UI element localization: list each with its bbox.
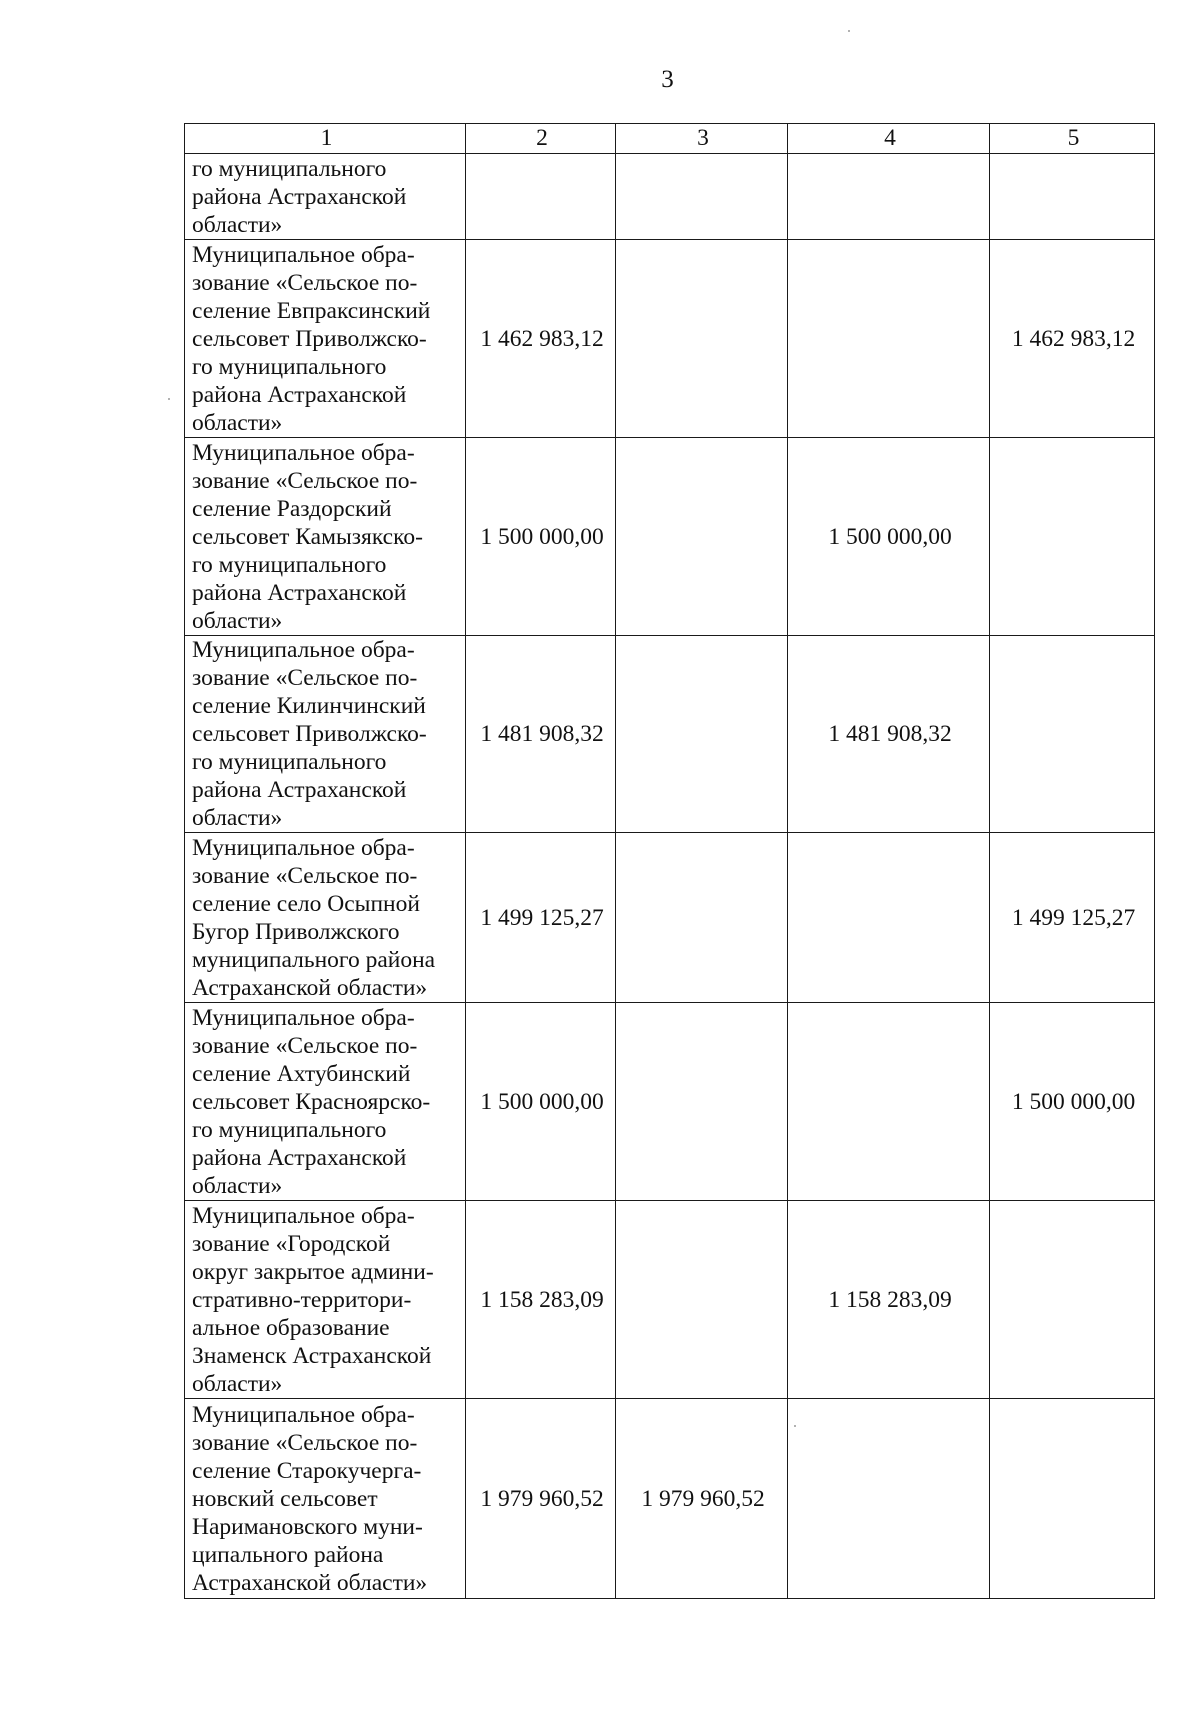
municipality-name-line: Астраханской области» — [192, 1569, 428, 1596]
municipality-name-line: области» — [192, 211, 283, 238]
amount-cell-column-4 — [788, 154, 990, 240]
table-row — [185, 833, 1155, 1003]
municipality-name-line: зование «Сельское по- — [192, 269, 418, 296]
municipality-name-line: го муниципального — [192, 1116, 387, 1143]
municipality-name-line: ципального района — [192, 1541, 384, 1568]
municipality-name-line: новский сельсовет — [192, 1485, 378, 1512]
municipality-name-line: области» — [192, 1172, 283, 1199]
scan-speck — [794, 1425, 796, 1427]
table-row — [185, 240, 1155, 438]
municipality-name-line: Муниципальное обра- — [192, 439, 415, 466]
amount-cell-column-5: 1 499 125,27 — [990, 833, 1155, 1003]
municipality-name-line: селение Килинчинский — [192, 693, 426, 719]
municipality-name-line: селение село Осыпной — [192, 890, 420, 917]
municipality-name-line: сельсовет Красноярско- — [192, 1088, 431, 1115]
table-header-row — [185, 124, 1155, 154]
municipality-name-line: Наримановского муни- — [192, 1513, 423, 1540]
amount-cell-column-3 — [616, 1201, 788, 1399]
amount-cell-column-3 — [616, 438, 788, 636]
table-body — [185, 154, 1155, 1599]
municipality-name-cell — [185, 636, 466, 833]
municipality-name-line: зование «Сельское по- — [192, 862, 418, 889]
amount-cell-column-4 — [788, 833, 990, 1003]
column-header-5: 5 — [990, 124, 1155, 154]
municipality-name-line: селение Раздорский — [192, 495, 392, 522]
municipality-name-line: зование «Городской — [192, 1230, 391, 1257]
municipality-name-line: зование «Сельское по- — [192, 665, 418, 691]
municipality-name-line: района Астраханской — [192, 381, 407, 408]
municipality-name-cell — [185, 1003, 466, 1201]
page-number: 3 — [661, 66, 674, 93]
municipality-name-line: го муниципального — [192, 155, 387, 182]
municipality-name-line: стративно-территори- — [192, 1286, 412, 1313]
municipality-name-line: Муниципальное обра- — [192, 1202, 415, 1229]
amount-cell-column-3 — [616, 833, 788, 1003]
amount-cell-column-4 — [788, 1399, 990, 1599]
amount-cell-column-4: 1 158 283,09 — [788, 1201, 990, 1399]
table-row — [185, 1399, 1155, 1599]
municipality-name-line: Муниципальное обра- — [192, 834, 415, 861]
municipality-name-line: района Астраханской — [192, 579, 407, 606]
municipality-name-cell — [185, 1201, 466, 1399]
amount-cell-column-2: 1 979 960,52 — [466, 1399, 616, 1599]
amount-cell-column-4: 1 481 908,32 — [788, 636, 990, 833]
amount-cell-column-3 — [616, 240, 788, 438]
municipality-name-line: сельсовет Приволжско- — [192, 721, 427, 747]
amount-cell-column-2: 1 481 908,32 — [466, 636, 616, 833]
municipality-name-line: сельсовет Приволжско- — [192, 325, 427, 352]
amount-cell-column-5 — [990, 154, 1155, 240]
scan-speck — [168, 398, 170, 400]
municipality-name-line: го муниципального — [192, 749, 387, 775]
municipality-name-line: области» — [192, 805, 283, 831]
municipality-name-line: зование «Сельское по- — [192, 1429, 418, 1456]
amount-cell-column-5 — [990, 636, 1155, 833]
municipality-name-cell — [185, 154, 466, 240]
municipality-name-cell — [185, 438, 466, 636]
amount-cell-column-4 — [788, 1003, 990, 1201]
municipality-name-line: го муниципального — [192, 353, 387, 380]
allocation-table — [184, 123, 1155, 1599]
amount-cell-column-2: 1 500 000,00 — [466, 438, 616, 636]
municipality-name-line: селение Ахтубинский — [192, 1060, 411, 1087]
municipality-name-cell — [185, 1399, 466, 1599]
amount-cell-column-5 — [990, 1201, 1155, 1399]
amount-cell-column-5 — [990, 438, 1155, 636]
municipality-name-line: Муниципальное обра- — [192, 1401, 415, 1428]
amount-cell-column-3 — [616, 636, 788, 833]
municipality-name-line: области» — [192, 409, 283, 436]
municipality-name-line: Бугор Приволжского — [192, 918, 400, 945]
column-header-4: 4 — [788, 124, 990, 154]
municipality-name-line: района Астраханской — [192, 183, 407, 210]
municipality-name-cell — [185, 240, 466, 438]
municipality-name-line: сельсовет Камызякско- — [192, 523, 423, 550]
amount-cell-column-3 — [616, 1003, 788, 1201]
amount-cell-column-3 — [616, 154, 788, 240]
municipality-name-line: зование «Сельское по- — [192, 467, 418, 494]
amount-cell-column-5: 1 462 983,12 — [990, 240, 1155, 438]
municipality-name-line: селение Евпраксинский — [192, 297, 431, 324]
amount-cell-column-5 — [990, 1399, 1155, 1599]
amount-cell-column-4: 1 500 000,00 — [788, 438, 990, 636]
municipality-name-line: района Астраханской — [192, 777, 407, 803]
amount-cell-column-5: 1 500 000,00 — [990, 1003, 1155, 1201]
municipality-name-line: муниципального района — [192, 946, 436, 973]
municipality-name-line: Муниципальное обра- — [192, 1004, 415, 1031]
municipality-name-line: района Астраханской — [192, 1144, 407, 1171]
table-row — [185, 154, 1155, 240]
column-header-2: 2 — [466, 124, 616, 154]
column-header-3: 3 — [616, 124, 788, 154]
municipality-name-line: Муниципальное обра- — [192, 241, 415, 268]
municipality-name-line: Знаменск Астраханской — [192, 1342, 432, 1369]
municipality-name-line: альное образование — [192, 1314, 390, 1341]
amount-cell-column-2: 1 462 983,12 — [466, 240, 616, 438]
amount-cell-column-4 — [788, 240, 990, 438]
municipality-name-line: области» — [192, 607, 283, 634]
amount-cell-column-2: 1 500 000,00 — [466, 1003, 616, 1201]
table-row — [185, 438, 1155, 636]
municipality-name-line: Астраханской области» — [192, 974, 428, 1001]
municipality-name-cell — [185, 833, 466, 1003]
amount-cell-column-2 — [466, 154, 616, 240]
municipality-name-line: селение Старокучерга- — [192, 1457, 422, 1484]
amount-cell-column-2: 1 158 283,09 — [466, 1201, 616, 1399]
scan-speck — [848, 30, 850, 32]
municipality-name-line: го муниципального — [192, 551, 387, 578]
table-row — [185, 1003, 1155, 1201]
table-row — [185, 636, 1155, 833]
municipality-name-line: области» — [192, 1370, 283, 1397]
municipality-name-line: зование «Сельское по- — [192, 1032, 418, 1059]
municipality-name-line: округ закрытое админи- — [192, 1258, 434, 1285]
municipality-name-line: Муниципальное обра- — [192, 637, 415, 663]
amount-cell-column-2: 1 499 125,27 — [466, 833, 616, 1003]
column-header-1: 1 — [185, 124, 466, 154]
amount-cell-column-3: 1 979 960,52 — [616, 1399, 788, 1599]
table-row — [185, 1201, 1155, 1399]
